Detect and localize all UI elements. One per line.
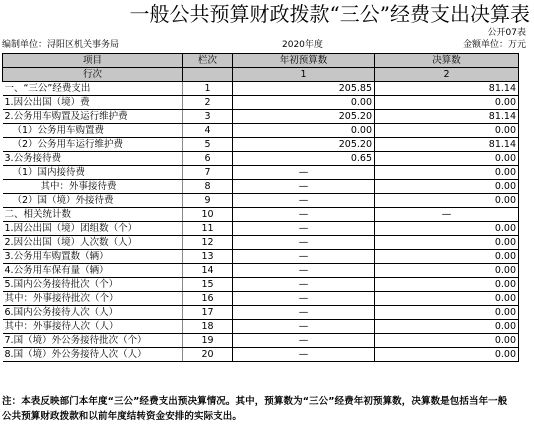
- row-final: 0.00: [375, 222, 519, 236]
- header-budget: 年初预算数: [233, 54, 375, 68]
- header-budget-index: 1: [233, 68, 375, 82]
- year-label: 2020年度: [282, 40, 323, 50]
- table-row: [3, 166, 519, 180]
- table-row: [3, 236, 519, 250]
- header-column: 栏次: [183, 54, 233, 68]
- row-number: 2: [183, 96, 233, 110]
- row-budget: —: [233, 236, 375, 250]
- row-number: 14: [183, 264, 233, 278]
- row-number: 1: [183, 82, 233, 96]
- row-budget: —: [233, 180, 375, 194]
- row-name: （2）国（境）外接待费: [3, 194, 183, 208]
- row-name: 2.因公出国（境）人次数（人）: [3, 236, 183, 250]
- row-name: 6.国内公务接待人次（人）: [3, 306, 183, 320]
- row-final: 81.14: [375, 82, 519, 96]
- header-item: 项目: [3, 54, 183, 68]
- row-final: 81.14: [375, 138, 519, 152]
- table-row: [3, 222, 519, 236]
- row-name: 5.国内公务接待批次（个）: [3, 278, 183, 292]
- row-budget: 0.00: [233, 96, 375, 110]
- row-number: 17: [183, 306, 233, 320]
- row-name: 1.因公出国（境）费: [3, 96, 183, 110]
- row-name: （1）国内接待费: [3, 166, 183, 180]
- row-name: 其中：外事接待费: [3, 180, 183, 194]
- header-index-blank: [183, 68, 233, 82]
- table-row: [3, 138, 519, 152]
- header-row: [3, 54, 519, 68]
- row-final: 0.00: [375, 96, 519, 110]
- row-name: 4.公务用车保有量（辆）: [3, 264, 183, 278]
- row-number: 5: [183, 138, 233, 152]
- row-name: 3.公务用车购置数（辆）: [3, 250, 183, 264]
- row-final: 0.00: [375, 348, 519, 362]
- table-row: [3, 320, 519, 334]
- row-number: 9: [183, 194, 233, 208]
- row-name: 其中：外事接待人次（人）: [3, 320, 183, 334]
- row-number: 3: [183, 110, 233, 124]
- row-name: 8.国（境）外公务接待人次（人）: [3, 348, 183, 362]
- table-row: [3, 152, 519, 166]
- row-name: （2）公务用车运行维护费: [3, 138, 183, 152]
- header-final-index: 2: [375, 68, 519, 82]
- row-budget: —: [233, 348, 375, 362]
- row-budget: —: [233, 166, 375, 180]
- table-row: [3, 208, 519, 222]
- row-name: 二、相关统计数: [3, 208, 183, 222]
- header-index-row: [3, 68, 519, 82]
- row-number: 12: [183, 236, 233, 250]
- row-final: —: [375, 208, 519, 222]
- table-row: [3, 250, 519, 264]
- row-final: 0.00: [375, 334, 519, 348]
- row-final: 0.00: [375, 306, 519, 320]
- row-budget: —: [233, 334, 375, 348]
- row-final: 0.00: [375, 152, 519, 166]
- row-budget: 0.65: [233, 152, 375, 166]
- row-final: 0.00: [375, 180, 519, 194]
- row-budget: —: [233, 278, 375, 292]
- row-number: 19: [183, 334, 233, 348]
- row-budget: 205.85: [233, 82, 375, 96]
- row-name: 一、“三公”经费支出: [3, 82, 183, 96]
- row-name: 2.公务用车购置及运行维护费: [3, 110, 183, 124]
- row-number: 8: [183, 180, 233, 194]
- row-final: 0.00: [375, 166, 519, 180]
- row-budget: —: [233, 264, 375, 278]
- table-row: [3, 334, 519, 348]
- row-budget: —: [233, 194, 375, 208]
- row-name: 其中：外事接待批次（个）: [3, 292, 183, 306]
- row-final: 0.00: [375, 250, 519, 264]
- form-number: 公开07表: [487, 28, 526, 38]
- row-budget: 205.20: [233, 138, 375, 152]
- row-budget: —: [233, 292, 375, 306]
- table-row: [3, 278, 519, 292]
- row-number: 10: [183, 208, 233, 222]
- row-number: 16: [183, 292, 233, 306]
- header-row-label: 行次: [3, 68, 183, 82]
- footnote: 注：本表反映部门本年度“三公”经费支出预决算情况。其中，预算数为“三公”经费年初预算数，决算数是包括当年一般公共预算财政拨款和以前年度结转资金安排的实际支出。: [2, 396, 508, 422]
- row-final: 0.00: [375, 124, 519, 138]
- row-budget: 205.20: [233, 110, 375, 124]
- unit-label: 金额单位：万元: [462, 40, 526, 50]
- row-number: 20: [183, 348, 233, 362]
- table-row: [3, 348, 519, 362]
- table-row: [3, 82, 519, 96]
- row-budget: —: [233, 320, 375, 334]
- table-row: [3, 194, 519, 208]
- row-number: 11: [183, 222, 233, 236]
- row-number: 13: [183, 250, 233, 264]
- table-row: [3, 96, 519, 110]
- organization-label: 编制单位：浔阳区机关事务局: [2, 40, 120, 50]
- row-final: 0.00: [375, 292, 519, 306]
- header-final: 决算数: [375, 54, 519, 68]
- row-budget: —: [233, 250, 375, 264]
- row-budget: —: [233, 208, 375, 222]
- row-budget: —: [233, 306, 375, 320]
- row-number: 15: [183, 278, 233, 292]
- row-name: 7.国（境）外公务接待批次（个）: [3, 334, 183, 348]
- table-row: [3, 110, 519, 124]
- row-final: 0.00: [375, 194, 519, 208]
- row-number: 6: [183, 152, 233, 166]
- table-row: [3, 264, 519, 278]
- table-row: [3, 292, 519, 306]
- row-name: 1.因公出国（境）团组数（个）: [3, 222, 183, 236]
- row-final: 0.00: [375, 264, 519, 278]
- table-row: [3, 180, 519, 194]
- row-name: 3.公务接待费: [3, 152, 183, 166]
- row-budget: 0.00: [233, 124, 375, 138]
- row-number: 18: [183, 320, 233, 334]
- row-name: （1）公务用车购置费: [3, 124, 183, 138]
- table-row: [3, 124, 519, 138]
- expense-table: [2, 53, 519, 362]
- row-final: 81.14: [375, 110, 519, 124]
- table-title: 一般公共预算财政拨款“三公”经费支出决算表: [129, 2, 530, 26]
- row-final: 0.00: [375, 236, 519, 250]
- row-budget: —: [233, 222, 375, 236]
- row-number: 4: [183, 124, 233, 138]
- row-final: 0.00: [375, 320, 519, 334]
- row-number: 7: [183, 166, 233, 180]
- row-final: 0.00: [375, 278, 519, 292]
- table-row: [3, 306, 519, 320]
